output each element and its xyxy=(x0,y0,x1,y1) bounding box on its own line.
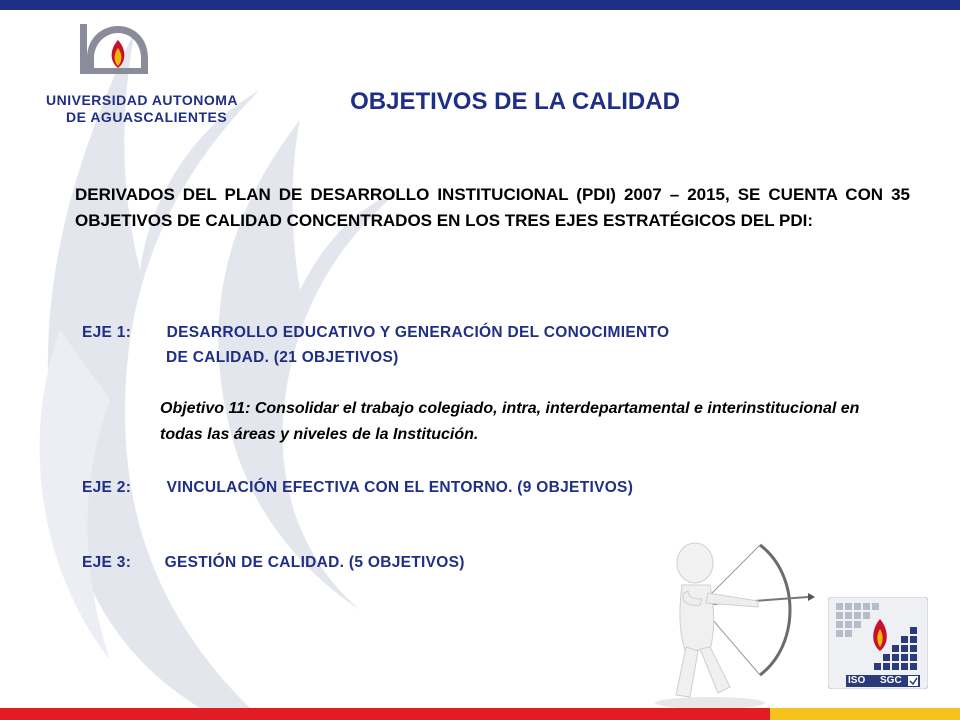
eje-2-label: EJE 2: xyxy=(82,479,132,496)
objective-11: Objetivo 11: Consolidar el trabajo colegiado, intra, interdepartamental e interinstitucional en todas las áreas y niveles de la Institución. xyxy=(160,400,860,443)
eje-2 xyxy=(82,479,633,497)
top-bar xyxy=(0,0,960,10)
bottom-bar-red xyxy=(0,708,770,720)
logo-line-2: DE AGUASCALIENTES xyxy=(66,109,228,125)
iso-label: ISO xyxy=(848,675,866,686)
bottom-bar-yellow xyxy=(770,708,960,720)
archer-figure-icon xyxy=(640,535,815,710)
eje-1 xyxy=(82,324,669,342)
eje-2-line-1: VINCULACIÓN EFECTIVA CON EL ENTORNO. (9 OBJETIVOS) xyxy=(166,479,634,496)
intro-paragraph: DERIVADOS DEL PLAN DE DESARROLLO INSTITUCIONAL (PDI) 2007 – 2015, SE CUENTA CON 35 OBJETIVOS DE CALIDAD CONCENTRADOS EN LOS TRES EJES ESTRATÉGICOS DEL PDI: xyxy=(75,185,910,230)
eje-1-line-2: DE CALIDAD. (21 OBJETIVOS) xyxy=(166,349,399,366)
sgc-label: SGC xyxy=(880,675,902,686)
logo-line-1: UNIVERSIDAD AUTONOMA xyxy=(46,92,239,108)
eje-3-label: EJE 3: xyxy=(82,554,132,571)
page-title: OBJETIVOS DE LA CALIDAD xyxy=(350,88,680,115)
eje-1-continuation xyxy=(166,349,399,367)
university-logo-icon xyxy=(14,18,224,92)
bottom-bar xyxy=(0,708,960,720)
eje-1-line-1: DESARROLLO EDUCATIVO Y GENERACIÓN DEL CONOCIMIENTO xyxy=(166,324,670,341)
iso-sgc-badge xyxy=(828,597,928,689)
eje-3 xyxy=(82,554,465,572)
eje-3-line-1: GESTIÓN DE CALIDAD. (5 OBJETIVOS) xyxy=(164,554,465,571)
eje-1-label: EJE 1: xyxy=(82,324,132,341)
iso-sgc-badge-icon xyxy=(828,597,928,689)
